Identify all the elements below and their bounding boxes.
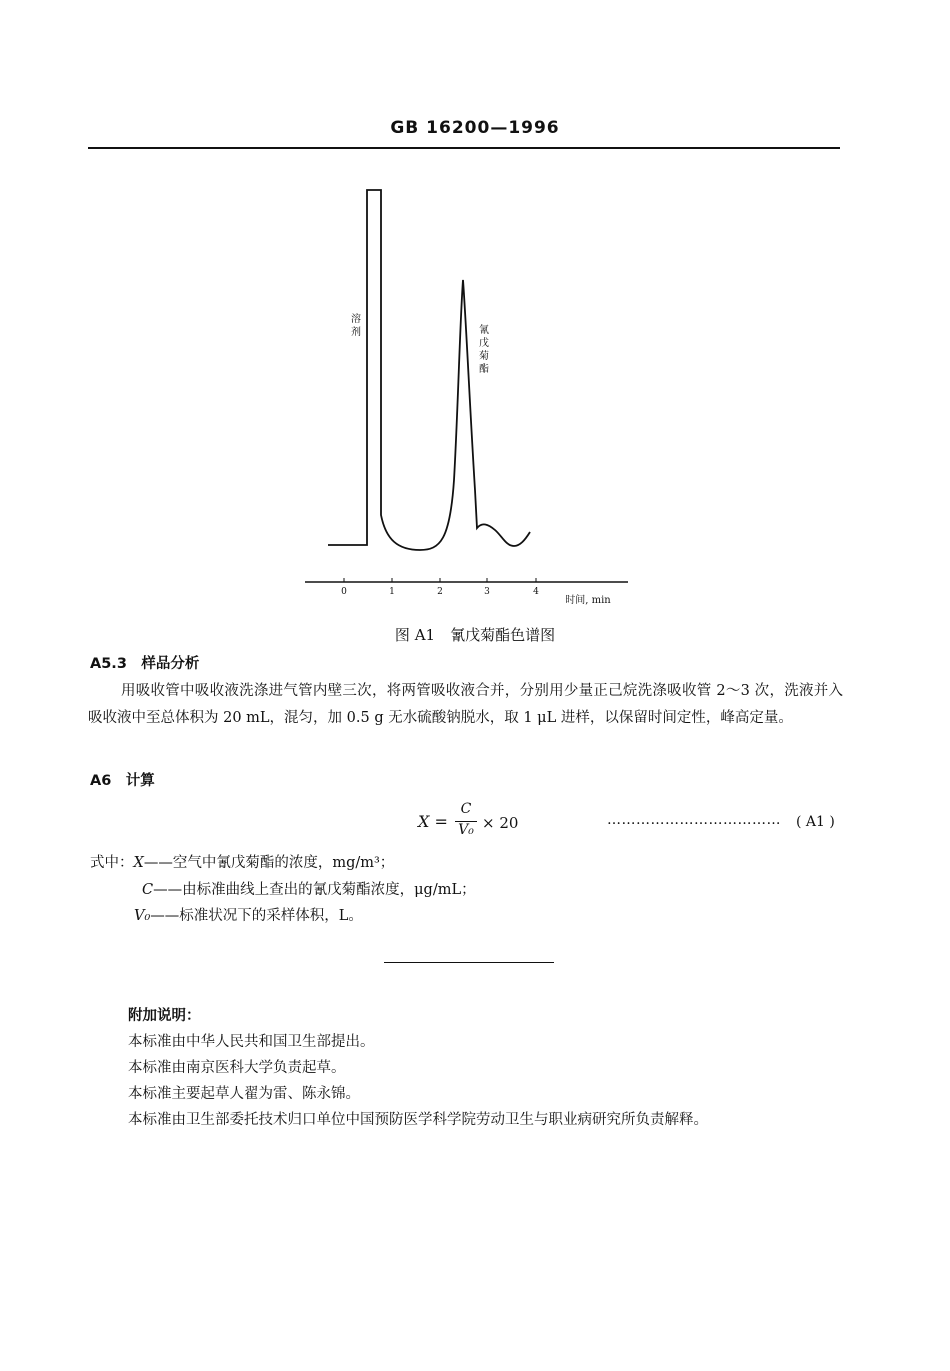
tick-label: 0 <box>341 587 347 597</box>
figure-caption: 图 A1 氰戊菊酯色谱图 <box>394 626 556 644</box>
header-rule <box>88 147 840 149</box>
note-line: 本标准主要起草人翟为雷、陈永锦。 <box>128 1086 360 1102</box>
notes-title: 附加说明： <box>128 1008 201 1024</box>
standard-code: GB 16200—1996 <box>390 118 560 138</box>
section-a5-3-text: 用吸收管中吸收液洗涤进气管内壁三次，将两管吸收液合并，分别用少量正己烷洗涤吸收管 2～3 次，洗液并入吸收液中至总体积为 20 mL，混匀，加 0.5 g 无水硫酸钠脱水，取 1 μL 进样，以保留时间定性，峰高定量。 <box>88 683 843 726</box>
compound-peak-label: 酯 <box>479 364 489 375</box>
formula-leader: ……………………………… <box>607 812 781 828</box>
note-line: 本标准由中华人民共和国卫生部提出。 <box>128 1034 375 1050</box>
formula-numerator: C <box>460 801 472 817</box>
definition-v0 <box>134 904 363 925</box>
tick-label: 2 <box>437 587 443 597</box>
note-line: 本标准由南京医科大学负责起草。 <box>128 1060 346 1076</box>
chromatogram-trace <box>328 190 530 550</box>
compound-peak-label: 氰 <box>479 325 489 336</box>
section-a5-3-title: A5.3 样品分析 <box>90 656 200 672</box>
definition-c <box>142 878 476 899</box>
definition-text: ——由标准曲线上查出的氰戊菊酯浓度，μg/mL； <box>153 882 476 898</box>
tick-label: 3 <box>484 587 490 597</box>
section-a6-title: A6 计算 <box>90 773 155 789</box>
end-rule <box>384 962 554 963</box>
solvent-peak-label: 剂 <box>351 327 361 338</box>
axis-label: 时间, min <box>565 595 611 606</box>
definition-symbol: C <box>142 882 154 898</box>
definition-x <box>90 851 394 872</box>
tick-label: 4 <box>533 587 539 597</box>
compound-peak-label: 菊 <box>479 351 489 362</box>
definition-symbol: X <box>133 855 144 871</box>
tick-label: 1 <box>389 587 395 597</box>
definition-text: ——空气中氰戊菊酯的浓度，mg/m³； <box>143 855 395 871</box>
formula-lhs: X = <box>418 812 448 831</box>
definition-text: ——标准状况下的采样体积，L。 <box>150 908 363 924</box>
note-line: 本标准由卫生部委托技术归口单位中国预防医学科学院劳动卫生与职业病研究所负责解释。 <box>128 1112 708 1128</box>
definition-prefix: 式中： <box>90 855 134 871</box>
formula-rhs: × 20 <box>482 814 519 832</box>
solvent-peak-label: 溶 <box>351 314 361 325</box>
definition-symbol: V₀ <box>134 908 151 924</box>
formula-number: ( A1 ) <box>796 814 835 830</box>
chromatogram <box>0 160 950 620</box>
formula-denominator: V₀ <box>458 822 474 838</box>
compound-peak-label: 戊 <box>479 338 489 349</box>
